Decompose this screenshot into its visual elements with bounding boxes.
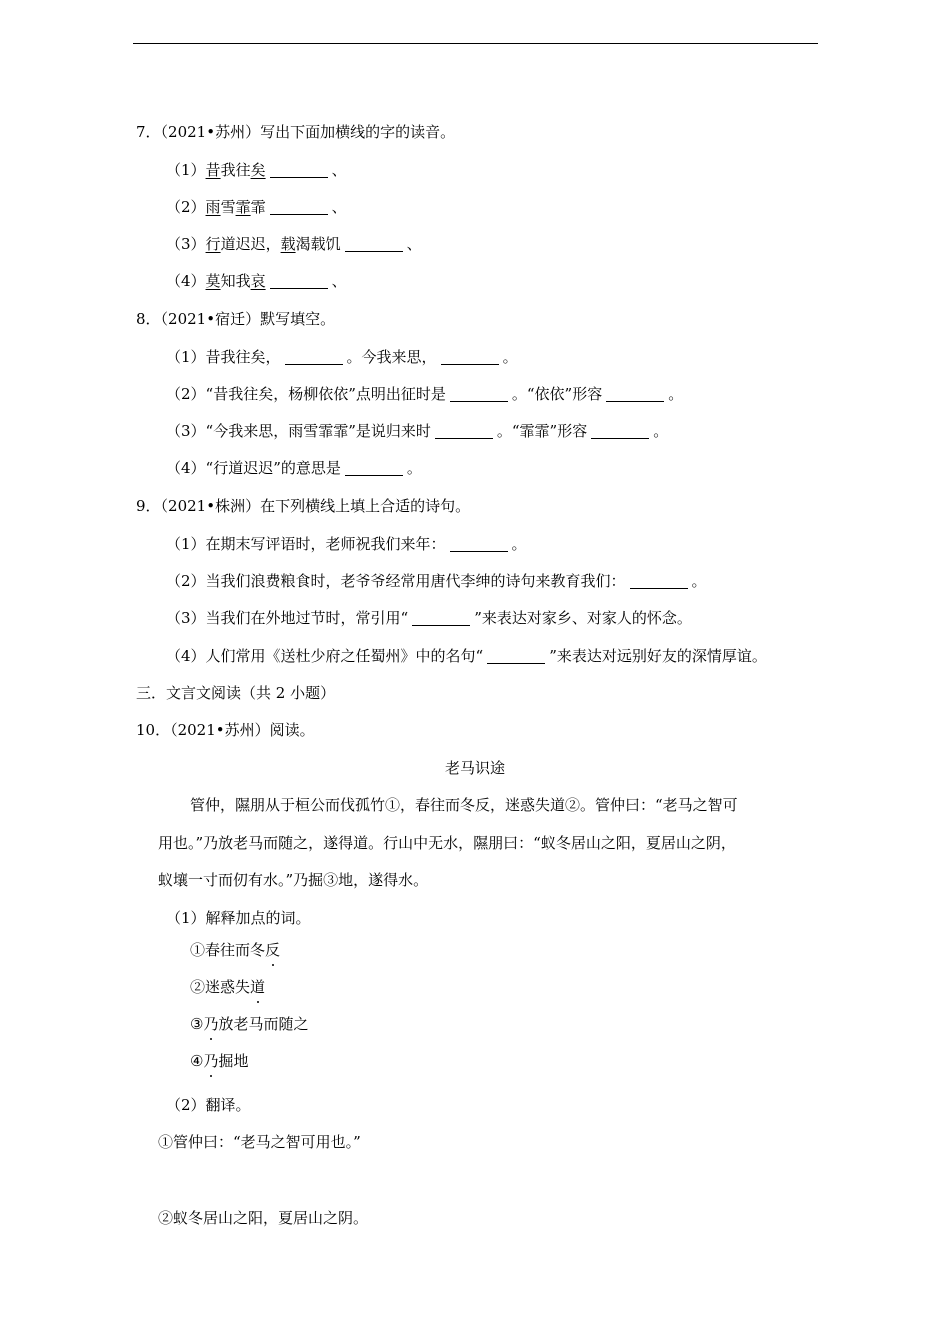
header-rule: [133, 43, 818, 44]
passage-line-1: 管仲，隰朋从于桓公而伐孤竹①，春往而冬反，迷惑失道②。管仲曰：“老马之智可: [190, 796, 738, 814]
answer-blank[interactable]: [270, 274, 328, 289]
q7-heading: 7．（2021•苏州）写出下面加横线的字的读音。: [136, 123, 456, 141]
q9-heading: 9．（2021•株洲）在下列横线上填上合适的诗句。: [136, 497, 471, 515]
word-item-1: ①春往而冬反: [190, 941, 281, 959]
answer-blank[interactable]: [450, 537, 508, 552]
q9-item-3: （3）当我们在外地过节时，常引用“ ”来表达对家乡、对家人的怀念。: [166, 609, 692, 627]
q8-heading: 8．（2021•宿迁）默写填空。: [136, 310, 336, 328]
answer-blank[interactable]: [435, 424, 493, 439]
answer-blank[interactable]: [441, 350, 499, 365]
q8-item-3: （3）“今我来思，雨雪霏霏”是说归来时 。“霏霏”形容 。: [166, 422, 669, 440]
translate-item-1: ①管仲曰：“老马之智可用也。”: [158, 1133, 361, 1151]
q10-sub-2: （2）翻译。: [166, 1096, 251, 1114]
q10-heading: 10．（2021•苏州）阅读。: [136, 721, 315, 739]
answer-blank[interactable]: [412, 611, 470, 626]
answer-blank[interactable]: [606, 387, 664, 402]
q7-item-3: （3）行道迟迟，载渴载饥 、: [166, 235, 422, 253]
q8-item-1: （1）昔我往矣， 。今我来思， 。: [166, 348, 518, 366]
answer-blank[interactable]: [345, 237, 403, 252]
answer-blank[interactable]: [270, 200, 328, 215]
passage-line-3: 蚁壤一寸而仞有水。”乃掘③地，遂得水。: [158, 871, 429, 889]
q7-item-1: （1）昔我往矣 、: [166, 161, 347, 179]
answer-blank[interactable]: [270, 163, 328, 178]
answer-blank[interactable]: [487, 649, 545, 664]
q7-item-2: （2）雨雪霏霏 、: [166, 198, 347, 216]
passage-line-2: 用也。”乃放老马而随之，遂得道。行山中无水，隰朋曰：“蚁冬居山之阳，夏居山之阴，: [158, 834, 736, 852]
word-item-2: ②迷惑失道: [190, 978, 266, 996]
answer-blank[interactable]: [345, 461, 403, 476]
answer-blank[interactable]: [450, 387, 508, 402]
word-item-4: ④乃掘地: [190, 1052, 249, 1070]
answer-blank[interactable]: [285, 350, 343, 365]
translate-item-2: ②蚁冬居山之阳，夏居山之阴。: [158, 1209, 369, 1227]
answer-blank[interactable]: [591, 424, 649, 439]
q7-item-4: （4）莫知我哀 、: [166, 272, 347, 290]
section-heading: 三．文言文阅读（共 2 小题）: [136, 684, 336, 702]
q9-item-1: （1）在期末写评语时，老师祝我们来年： 。: [166, 535, 527, 553]
q8-item-2: （2）“昔我往矣，杨柳依依”点明出征时是 。“依依”形容 。: [166, 385, 684, 403]
q10-sub-1: （1）解释加点的词。: [166, 909, 311, 927]
q9-item-2: （2）当我们浪费粮食时，老爷爷经常用唐代李绅的诗句来教育我们： 。: [166, 572, 707, 590]
answer-blank[interactable]: [630, 574, 688, 589]
word-item-3: ③乃放老马而随之: [190, 1015, 309, 1033]
q8-item-4: （4）“行道迟迟”的意思是 。: [166, 459, 422, 477]
q9-item-4: （4）人们常用《送杜少府之任蜀州》中的名句“ ”来表达对远别好友的深情厚谊。: [166, 647, 767, 665]
passage-title: 老马识途: [444, 759, 505, 777]
